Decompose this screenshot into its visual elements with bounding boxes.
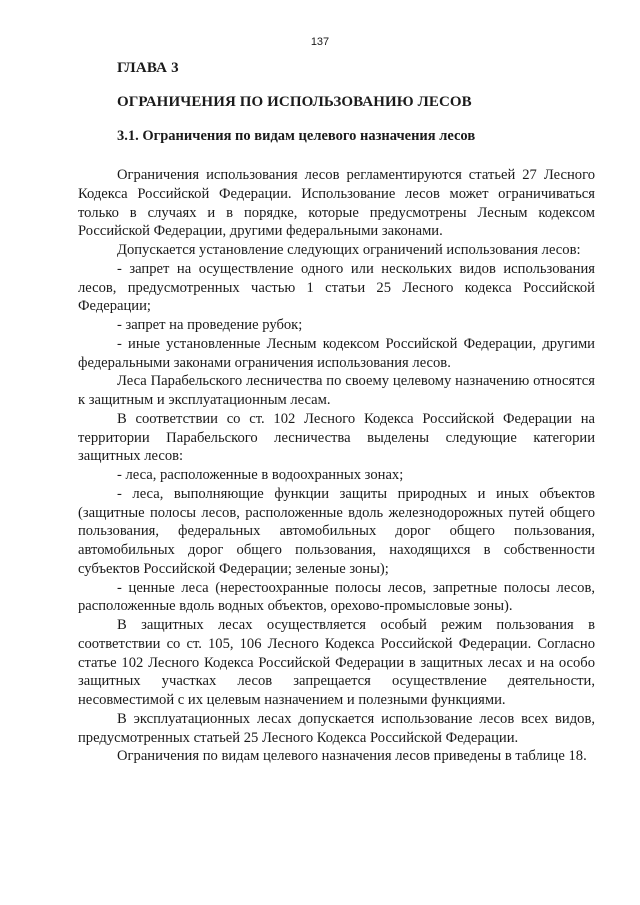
- page-number: 137: [310, 36, 330, 48]
- paragraph: Леса Парабельского лесничества по своему целевому назначению относятся к защитным и эксплуатационным лесам.: [78, 373, 595, 408]
- paragraph: В соответствии со ст. 102 Лесного Кодекса Российской Федерации на территории Парабельского лесничества выделены следующие категории защитных лесов:: [78, 410, 595, 465]
- list-item: - ценные леса (нерестоохранные полосы лесов, запретные полосы лесов, расположенные вдоль водных объектов, орехово-промысловые зоны).: [78, 579, 595, 615]
- chapter-title: ОГРАНИЧЕНИЯ ПО ИСПОЛЬЗОВАНИЮ ЛЕСОВ: [117, 94, 472, 110]
- list-item: - леса, расположенные в водоохранных зонах;: [117, 467, 404, 483]
- paragraph: Ограничения по видам целевого назначения лесов приведены в таблице 18.: [117, 748, 587, 765]
- section-title: 3.1. Ограничения по видам целевого назначения лесов: [117, 128, 476, 144]
- list-item: - запрет на осуществление одного или нескольких видов использования лесов, предусмотренных частью 1 статьи 25 Лесного кодекса Российской Федерации;: [78, 260, 595, 315]
- paragraph: В защитных лесах осуществляется особый режим пользования в соответствии со ст. 105, 106 Лесного Кодекса Российской Федерации. Согласно статье 102 Лесного Кодекса Российской Федерации в защитных лесах и на особо защитных участках лесов запрещается осуществление деятельности, несовместимой с их целевым назначением и полезными функциями.: [78, 617, 595, 708]
- list-item: - леса, выполняющие функции защиты природных и иных объектов (защитные полосы лесов, расположенные вдоль железнодорожных путей общего пользования, федеральных автомобильных дорог общего пользования, автомобильных дорог общего пользования, находящихся в собственности субъектов Российской Федерации; зеленые зоны);: [78, 485, 595, 577]
- paragraph: Ограничения использования лесов регламентируются статьей 27 Лесного Кодекса Российской Федерации. Использование лесов может ограничиваться только в случаях и в порядке, которые предусмотрены Лесным кодексом Российской Федерации, другими федеральными законами.: [78, 167, 595, 240]
- body-text: [78, 166, 595, 766]
- list-item: - иные установленные Лесным кодексом Российской Федерации, другими федеральными законами ограничения использования лесов.: [78, 335, 595, 371]
- list-item: - запрет на проведение рубок;: [117, 317, 303, 333]
- paragraph: Допускается установление следующих ограничений использования лесов:: [117, 242, 581, 258]
- chapter-heading: ГЛАВА 3: [117, 60, 179, 76]
- paragraph: В эксплуатационных лесах допускается использование лесов всех видов, предусмотренных статьей 25 Лесного Кодекса Российской Федерации.: [78, 710, 595, 746]
